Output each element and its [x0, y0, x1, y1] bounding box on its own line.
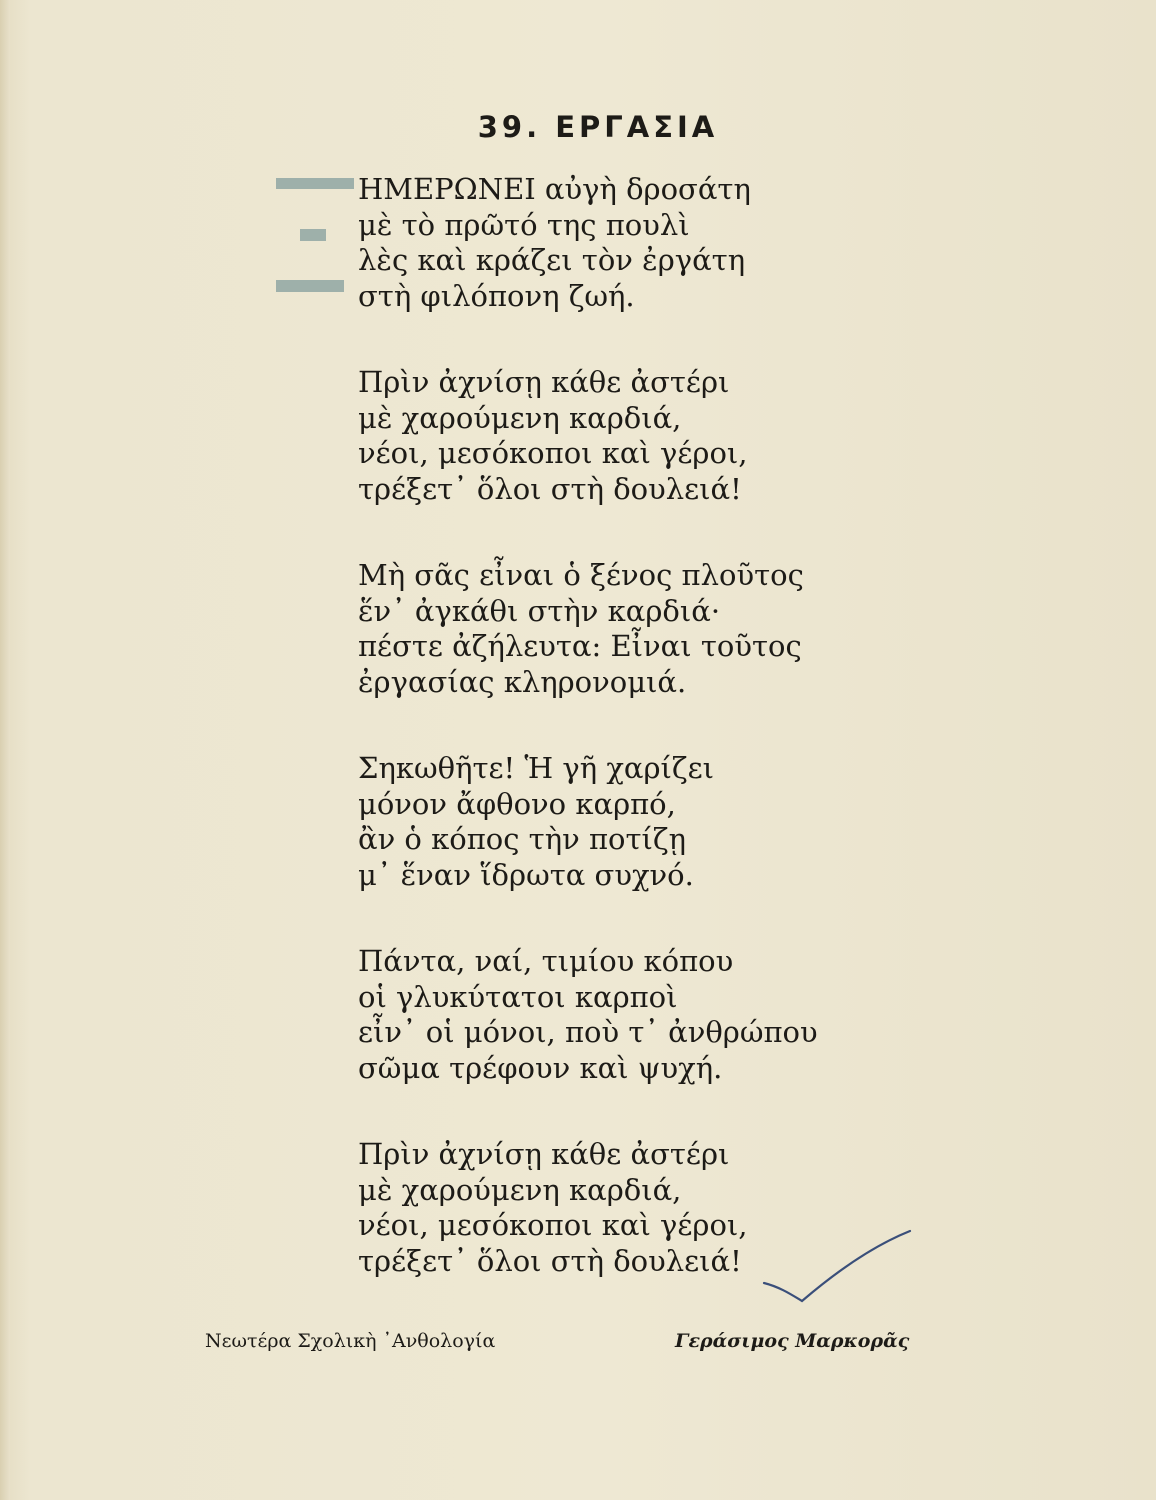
poem-line: τρέξετ᾿ ὅλοι στὴ δουλειά! — [358, 1243, 742, 1278]
poem-line: λὲς καὶ κράζει τὸν ἐργάτη — [358, 243, 746, 277]
author-credit: Γεράσιμος Μαρκορᾶς — [675, 1330, 910, 1352]
poem-line: μόνον ἄφθονο καρπό, — [358, 786, 676, 821]
stanza-3 — [358, 558, 878, 700]
poem-line: νέοι, μεσόκοποι καὶ γέροι, — [358, 436, 748, 470]
poem-line: στὴ φιλόπονη ζωή. — [358, 278, 635, 313]
marker-strip-3 — [276, 280, 344, 292]
stanza-5 — [358, 944, 878, 1086]
poem-line: ἐργασίας κληρονομιά. — [358, 664, 687, 699]
marker-strip-2 — [300, 229, 326, 241]
poem-line: σῶμα τρέφουν καὶ ψυχή. — [358, 1050, 723, 1085]
poem-line: Σηκωθῆτε! Ἡ γῆ χαρίζει — [358, 751, 715, 785]
poem-line: Πρὶν ἀχνίσῃ κάθε ἀστέρι — [358, 1137, 730, 1171]
pen-checkmark-icon — [760, 1225, 920, 1315]
marker-strip-1 — [276, 178, 354, 189]
stanza-2 — [358, 365, 878, 507]
poem-line: ΗΜΕΡΩΝΕΙ αὐγὴ δροσάτη — [358, 172, 751, 206]
poem-line: μὲ τὸ πρῶτό της πουλὶ — [358, 207, 690, 242]
page-binding-edge — [0, 0, 10, 1500]
poem-line: μὲ χαρούμενη καρδιά, — [358, 1172, 682, 1207]
poem-line: τρέξετ᾿ ὅλοι στὴ δουλειά! — [358, 471, 742, 506]
poem-line: οἱ γλυκύτατοι καρποὶ — [358, 979, 678, 1014]
poem-line: Πρὶν ἀχνίσῃ κάθε ἀστέρι — [358, 365, 730, 399]
poem-line: ἕν᾿ ἀγκάθι στὴν καρδιά· — [358, 593, 721, 628]
poem-title: 39. ΕΡΓΑΣΙΑ — [477, 110, 719, 144]
poem-line: ἂν ὁ κόπος τὴν ποτίζῃ — [358, 822, 686, 856]
poem-line: μ᾿ ἕναν ἵδρωτα συχνό. — [358, 857, 694, 892]
poem-line: νέοι, μεσόκοποι καὶ γέροι, — [358, 1208, 748, 1242]
poem-line: Μὴ σᾶς εἶναι ὁ ξένος πλοῦτος — [358, 558, 804, 592]
stanza-1 — [358, 172, 878, 314]
poem-body — [358, 172, 878, 1279]
poem-line: εἶν᾿ οἱ μόνοι, ποὺ τ᾿ ἀνθρώπου — [358, 1015, 818, 1049]
stanza-4 — [358, 751, 878, 893]
poem-line: μὲ χαρούμενη καρδιά, — [358, 400, 682, 435]
poem-line: πέστε ἀζήλευτα: Εἶναι τοῦτος — [358, 629, 802, 663]
source-credit: Νεωτέρα Σχολικὴ ᾿Ανθολογία — [205, 1330, 496, 1352]
poem-line: Πάντα, ναί, τιμίου κόπου — [358, 944, 734, 978]
